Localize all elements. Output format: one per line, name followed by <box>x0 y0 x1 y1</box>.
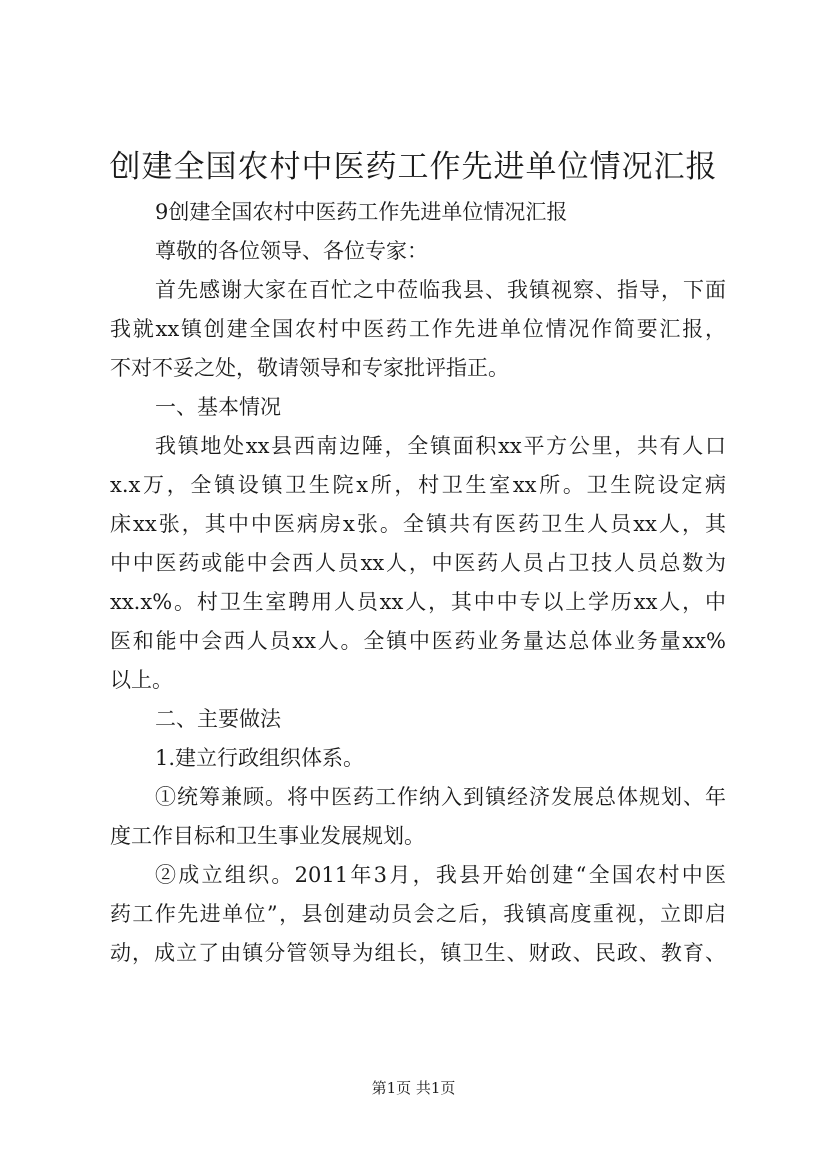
body-line: 我就xx镇创建全国农村中医药工作先进单位情况作简要汇报， <box>110 317 726 341</box>
body-line: ①统筹兼顾。将中医药工作纳入到镇经济发展总体规划、年 <box>155 785 726 809</box>
body-line: x.x万，全镇设镇卫生院x所，村卫生室xx所。卫生院设定病 <box>110 473 726 497</box>
body-line: 我镇地处xx县西南边陲，全镇面积xx平方公里，共有人口 <box>155 434 726 458</box>
document-body <box>110 193 726 973</box>
page-footer: 第1页 共1页 <box>371 1079 456 1097</box>
body-line: 床xx张，其中中医病房x张。全镇共有医药卫生人员xx人，其 <box>110 512 726 536</box>
body-line: 度工作目标和卫生事业发展规划。 <box>110 824 425 848</box>
body-line: 首先感谢大家在百忙之中莅临我县、我镇视察、指导，下面 <box>155 278 726 302</box>
section-heading: 二、主要做法 <box>155 707 281 731</box>
body-line: 9创建全国农村中医药工作先进单位情况汇报 <box>155 200 568 224</box>
body-line: 以上。 <box>110 668 173 692</box>
subsection-heading: 1.建立行政组织体系。 <box>155 746 365 770</box>
body-line: ②成立组织。2011年3月，我县开始创建“全国农村中医 <box>155 863 726 887</box>
body-line: 药工作先进单位”，县创建动员会之后，我镇高度重视，立即启 <box>110 902 726 926</box>
body-line: 医和能中会西人员xx人。全镇中医药业务量达总体业务量xx% <box>110 629 726 653</box>
body-line: 中中医药或能中会西人员xx人，中医药人员占卫技人员总数为 <box>110 551 726 575</box>
body-line: xx.x%。村卫生室聘用人员xx人，其中中专以上学历xx人，中 <box>110 590 726 614</box>
body-line: 不对不妥之处，敬请领导和专家批评指正。 <box>110 356 509 380</box>
document-title: 创建全国农村中医药工作先进单位情况汇报 <box>109 149 718 185</box>
body-line: 尊敬的各位领导、各位专家： <box>155 239 428 263</box>
body-line: 动，成立了由镇分管领导为组长，镇卫生、财政、民政、教育、 <box>110 941 726 965</box>
section-heading: 一、基本情况 <box>155 395 281 419</box>
